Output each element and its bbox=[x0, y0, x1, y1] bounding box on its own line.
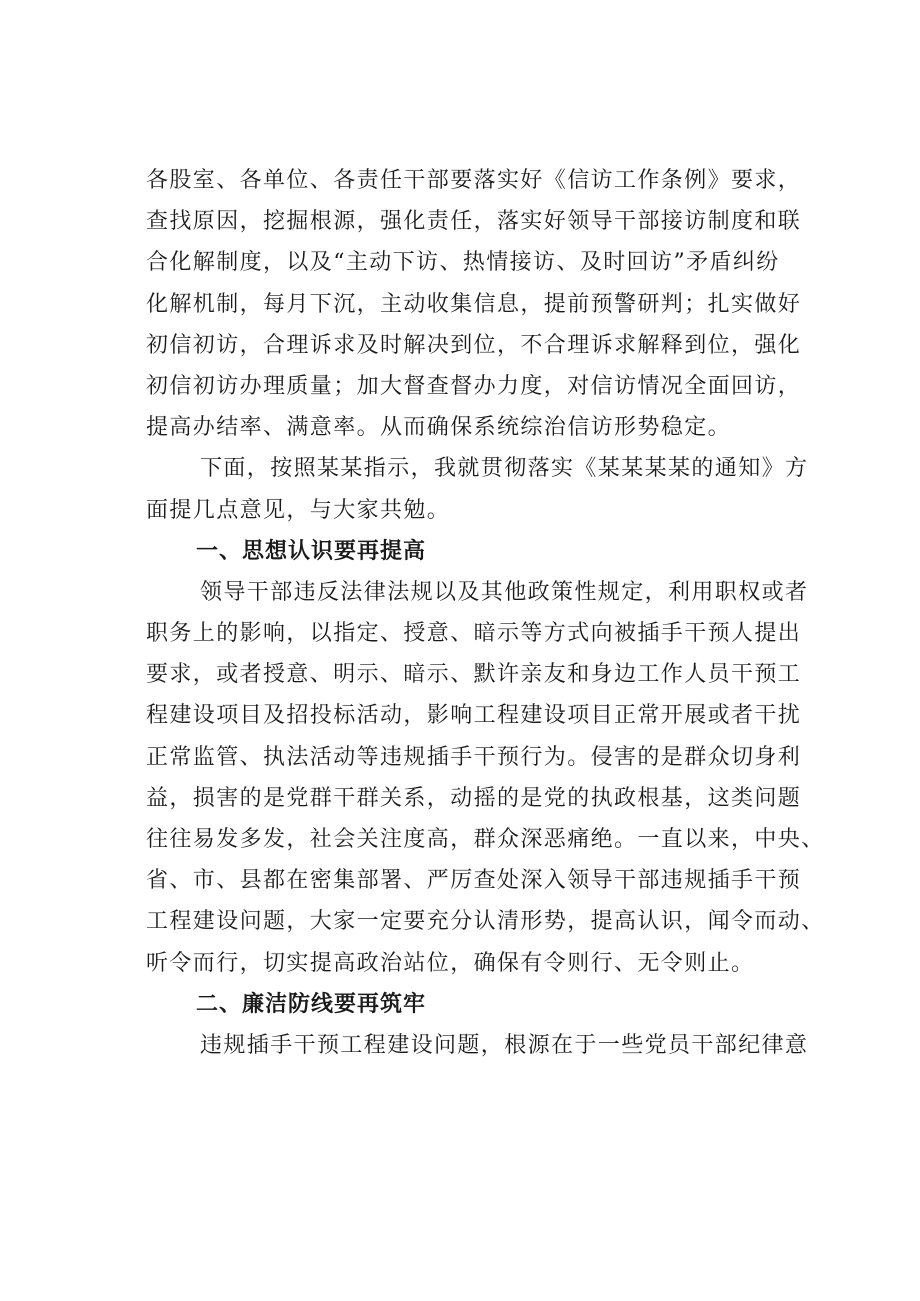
text-line: 违规插手干预工程建设问题，根源在于一些党员干部纪律意 bbox=[200, 1032, 809, 1058]
text-line: 提高办结率、满意率。从而确保系统综治信访形势稳定。 bbox=[146, 415, 732, 441]
text-line: 初信初访办理质量；加大督查督办力度，对信访情况全面回访， bbox=[146, 373, 802, 399]
text-line: 听令而行，切实提高政治站位，确保有令则行、无令则止。 bbox=[146, 950, 755, 976]
paragraph-introduction bbox=[146, 448, 810, 530]
text-line: 往往易发多发，社会关注度高，群众深恶痛绝。一直以来，中央、 bbox=[146, 827, 825, 852]
text-line: 查找原因，挖掘根源，强化责任，落实好领导干部接访制度和联 bbox=[146, 209, 802, 235]
paragraph-integrity-defense bbox=[146, 1025, 810, 1066]
paragraph-ideological-awareness bbox=[146, 572, 825, 984]
text-line: 初信初访，合理诉求及时解决到位，不合理诉求解释到位，强化 bbox=[146, 332, 802, 358]
paragraph-letters-visits bbox=[146, 160, 810, 448]
section-heading-2: 二、廉洁防线要再筑牢 bbox=[196, 991, 427, 1017]
document-body bbox=[146, 160, 825, 1066]
text-line: 合化解制度，以及“主动下访、热情接访、及时回访”矛盾纠纷 bbox=[146, 250, 780, 276]
text-line: 化解机制，每月下沉，主动收集信息，提前预警研判；扎实做好 bbox=[146, 291, 802, 317]
text-line: 要求，或者授意、明示、暗示、默许亲友和身边工作人员干预工 bbox=[146, 662, 802, 688]
text-line: 省、市、县都在密集部署、严厉查处深入领导干部违规插手干预 bbox=[146, 868, 802, 894]
text-line: 益，损害的是党群干群关系，动摇的是党的执政根基，这类问题 bbox=[146, 785, 802, 811]
text-line: 正常监管、执法活动等违规插手干预行为。侵害的是群众切身利 bbox=[146, 744, 802, 770]
text-line: 程建设项目及招投标活动，影响工程建设项目正常开展或者干扰 bbox=[146, 703, 802, 729]
text-line: 领导干部违反法律法规以及其他政策性规定，利用职权或者 bbox=[200, 579, 809, 605]
text-line: 各股室、各单位、各责任干部要落实好《信访工作条例》要求， bbox=[146, 168, 802, 193]
text-line: 工程建设问题，大家一定要充分认清形势，提高认识，闻令而动、 bbox=[146, 909, 825, 935]
text-line: 面提几点意见，与大家共勉。 bbox=[146, 497, 451, 523]
text-line: 下面，按照某某指示，我就贯彻落实《某某某某的通知》方 bbox=[200, 456, 809, 482]
section-heading-1: 一、思想认识要再提高 bbox=[196, 538, 427, 564]
text-line: 职务上的影响，以指定、授意、暗示等方式向被插手干预人提出 bbox=[146, 621, 802, 647]
